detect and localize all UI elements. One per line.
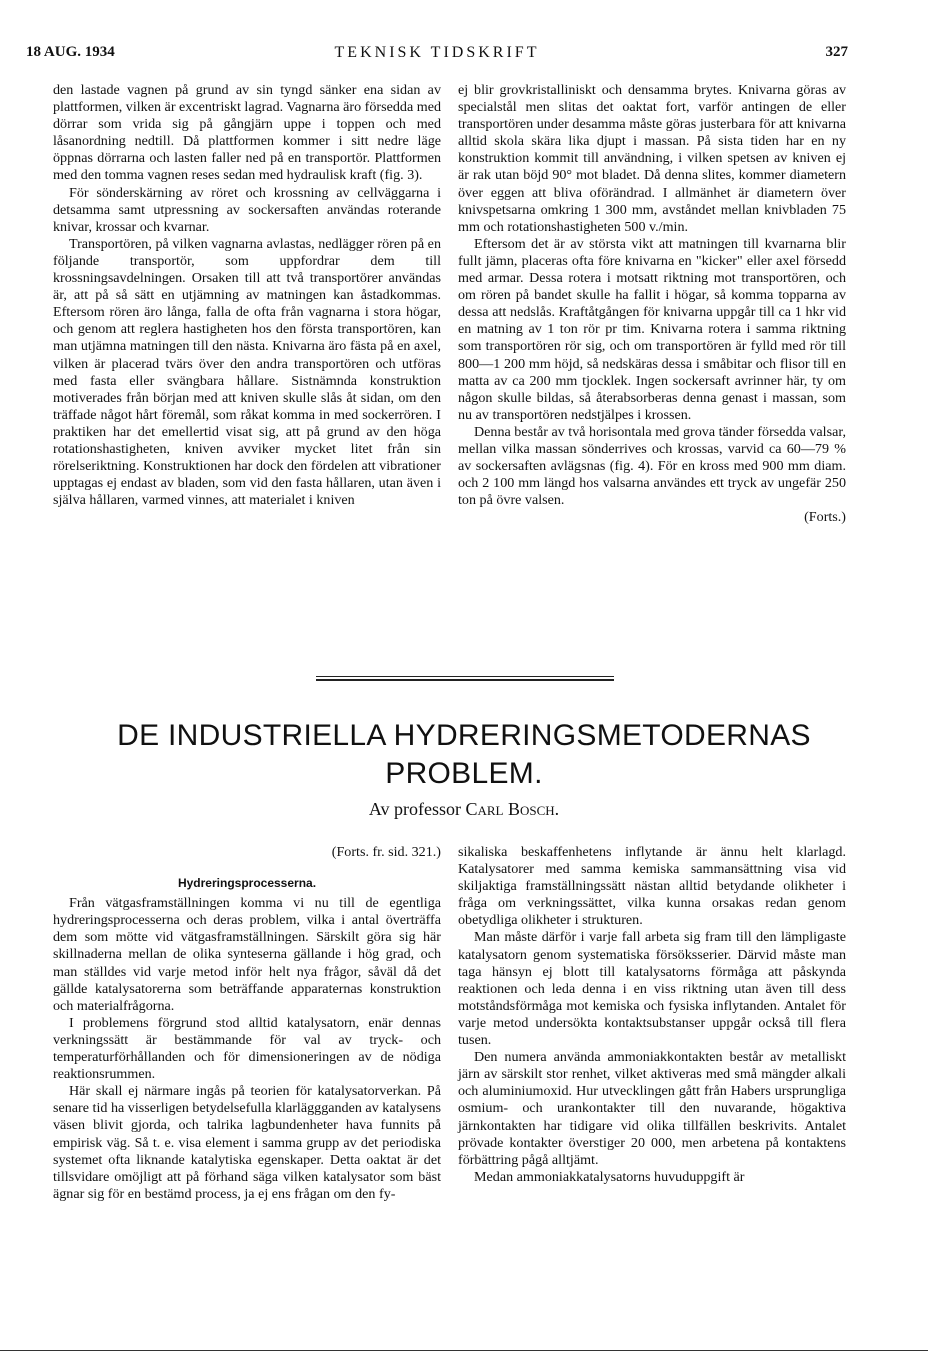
byline — [0, 799, 928, 820]
article-divider — [316, 676, 614, 681]
page-number: 327 — [825, 44, 848, 60]
article-column-1 — [53, 844, 441, 1203]
byline-prefix: Av professor — [368, 799, 466, 819]
paragraph: sikaliska beskaffenhetens inflytande är ännu helt klarlagd. Katalysatorer med samma kemiska sammansättning visa vid skiljaktiga framställningssätt nästan alltid betydande olikheter i fråga om verkningssättet, vilka kunna orsakas redan genom obetydliga olikheter i strukturen. — [458, 844, 846, 929]
paragraph: Medan ammoniakkatalysatorns huvuduppgift är — [474, 1168, 745, 1185]
author-name: Carl Bosch. — [465, 799, 560, 819]
prev-article-column-2 — [458, 82, 846, 526]
journal-title: TEKNISK TIDSKRIFT — [334, 44, 540, 61]
article-title: DE INDUSTRIELLA HYDRERINGSMETODERNAS PROBLEM. — [117, 719, 811, 790]
paragraph: Eftersom det är av största vikt att matningen till kvarnarna blir fullt jämn, placeras ofta före knivarna en "kicker" eller axel försedd med armar. Dessa rotera i motsatt riktning mot transportören, och om rören på bandet skulle ha fallit i högar, så komma topparna av dessa att nedslås. Kraftåtgången för knivarna uppgår till ca 1 hkr vid en matning av 1 ton rör pr tim. Knivarna rotera i samma riktning som transportören rör sig, och om transportören är fylld med rör till 800—1 200 mm höjd, så nedskäras dessa i småbitar och flisor till en matta av ca 200 mm tjocklek. Ingen sockersaft avrinner här, ty om någon skulle bildas, så återabsorberas denna genast i massan, som nu av transportören nedstjälpes i krossen. — [458, 235, 846, 423]
paragraph: den lastade vagnen på grund av sin tyngd sänker ena sidan av plattformen, vilken är excentriskt lagrad. Vagnarna äro försedda med dörrar som vrida sig på gångjärn uppe i toppen och med låsanordning nedtill. Då plattformen kommer i sitt nedre läge öppnas dörrarna och lasten faller ned på en transportör. Plattformen med den tomma vagnen reses sedan med hydraulisk kraft (fig. 3). — [53, 82, 441, 184]
section-heading: Hydreringsprocesserna. — [177, 876, 317, 891]
paragraph: Transportören, på vilken vagnarna avlastas, nedlägger rören på en följande transportör, som uppfordrar dem till krossningsavdelningen. Orsaken till att två transportörer användas är, att på så sätt en utjämning av matningen kan åstadkommas. Eftersom rören äro långa, falla de ofta från vagnarna i stora högar, och genom att reglera hastigheten hos den första transportören, kan man utjämna matningen till den nästa. Knivarna äro fästa på en axel, vilken är placerad tvärs över den andra transportören och utföras med fasta eller svängbara hållare. Sistnämnda konstruktion motiverades från början med att kniven skulle slås åt sidan, om den träffade något hårt föremål, som råkat komma in med sockerrören. I praktiken har det emellertid visat sig, att på grund av den höga rotationshastigheten, kniven avviker mycket litet från sin rörelseriktning. Konstruktionen har dock den fördelen att vibrationer upptagas ej endast av bladen, som vid den fasta hållaren, utan även i själva hållaren, varmed vinnes, att materialet i kniven — [53, 235, 441, 509]
paragraph: Den numera använda ammoniakkontakten består av metalliskt järn av särskilt stor renhet, vilket aktiveras med små mängder alkali och aluminiumoxid. Hur utvecklingen gått från Habers ursprungliga osmium- och urankontakter till den nuvarande, högaktiva järnkontakten har tidigare vid olika tillfällen beskrivits. Antalet prövade kontakter överstiger 20 000, men arbetena på kontaktens förbättring pågå alltjämt. — [458, 1049, 846, 1168]
header-date: 18 AUG. 1934 — [26, 44, 115, 60]
paragraph: För sönderskärning av röret och krossning av cellväggarna i detsamma samt utpressning av sockersaften användas roterande knivar, krossar och kvarnar. — [53, 184, 441, 235]
continued-note: (Forts.) — [804, 509, 846, 526]
paragraph: ej blir grovkristalliniskt och densamma brytes. Knivarna göras av specialstål men slitas det oaktat fort, varför antingen de eller transportören under desamma måste göras justerbara för att knivarna alltid skola skära lika djupt i massan. På sista tiden har en ny konstruktion kommit till användning, i vilken spetsen av kniven ej är rak utan böjd 90° mot bladet. Då denna slites, kommer diametern över eggen att bliva oförändrad. I allmänhet är diametern över knivspetsarna omkring 1 300 mm, avståndet mellan knivbladen 75 mm och rotationshastigheten 500 v./min. — [458, 82, 846, 235]
prev-article-column-1 — [53, 82, 441, 509]
article-column-2 — [458, 844, 846, 1186]
paragraph: I problemens förgrund stod alltid katalysatorn, enär dennas verkningssätt är bestämmande för val av tryck- och temperaturförhållanden och för dimensioneringen av de nödiga reaktionsrummen. — [53, 1014, 441, 1083]
paragraph: Man måste därför i varje fall arbeta sig fram till den lämpligaste katalysatorn genom systematiska försöksserier. Därvid måste man taga hänsyn ej blott till katalysatorns förmåga att påskynda reaktionen och leda denna i en viss riktning utan även till dess motståndsförmåga mot kemiska och fysiska inflytanden. Antalet för varje metod undersökta kontaktsubstanser uppgår också till flera tusen. — [458, 929, 846, 1049]
continued-from: (Forts. fr. sid. 321.) — [331, 844, 441, 860]
paragraph: Denna består av två horisontala med grova tänder försedda valsar, mellan vilka massan sönderrives och krossas, varvid ca 60—79 % av sockersaften avlägsnas (fig. 4). För en kross med 900 mm diam. och 2 100 mm längd hos valsarna användes ett tryck av ungefär 250 ton på övre valsen. — [458, 423, 846, 509]
page-edge-line — [0, 1350, 928, 1351]
running-header — [26, 44, 848, 68]
paragraph: Från vätgasframställningen komma vi nu till de egentliga hydreringsprocesserna och deras problem, vilka i antal överträffa dem som mötte vid vätgasframställningen. Särskilt göra sig här skillnaderna mellan de olika synteserna gällande i hög grad, och man ställdes vid varje metod inför helt nya frågor, såväl då det gällde katalysatorerna som beträffande apparaternas konstruktion och materialfrågorna. — [53, 895, 441, 1014]
paragraph: Här skall ej närmare ingås på teorien för katalysatorverkan. På senare tid ha visserligen betydelsefulla klarläggganden av katalysens väsen blivit gjorda, och talrika lagbundenheter hava funnits på empirisk väg. Så t. e. visa element i samma grupp av det periodiska systemet ofta liknande katalytiska egenskaper. Detta oaktat är det tillsvidare omöjligt att på förhand säga vilken katalysator som bäst ägnar sig för en bestämd process, ja ej ens frågan om den fy- — [53, 1083, 441, 1202]
